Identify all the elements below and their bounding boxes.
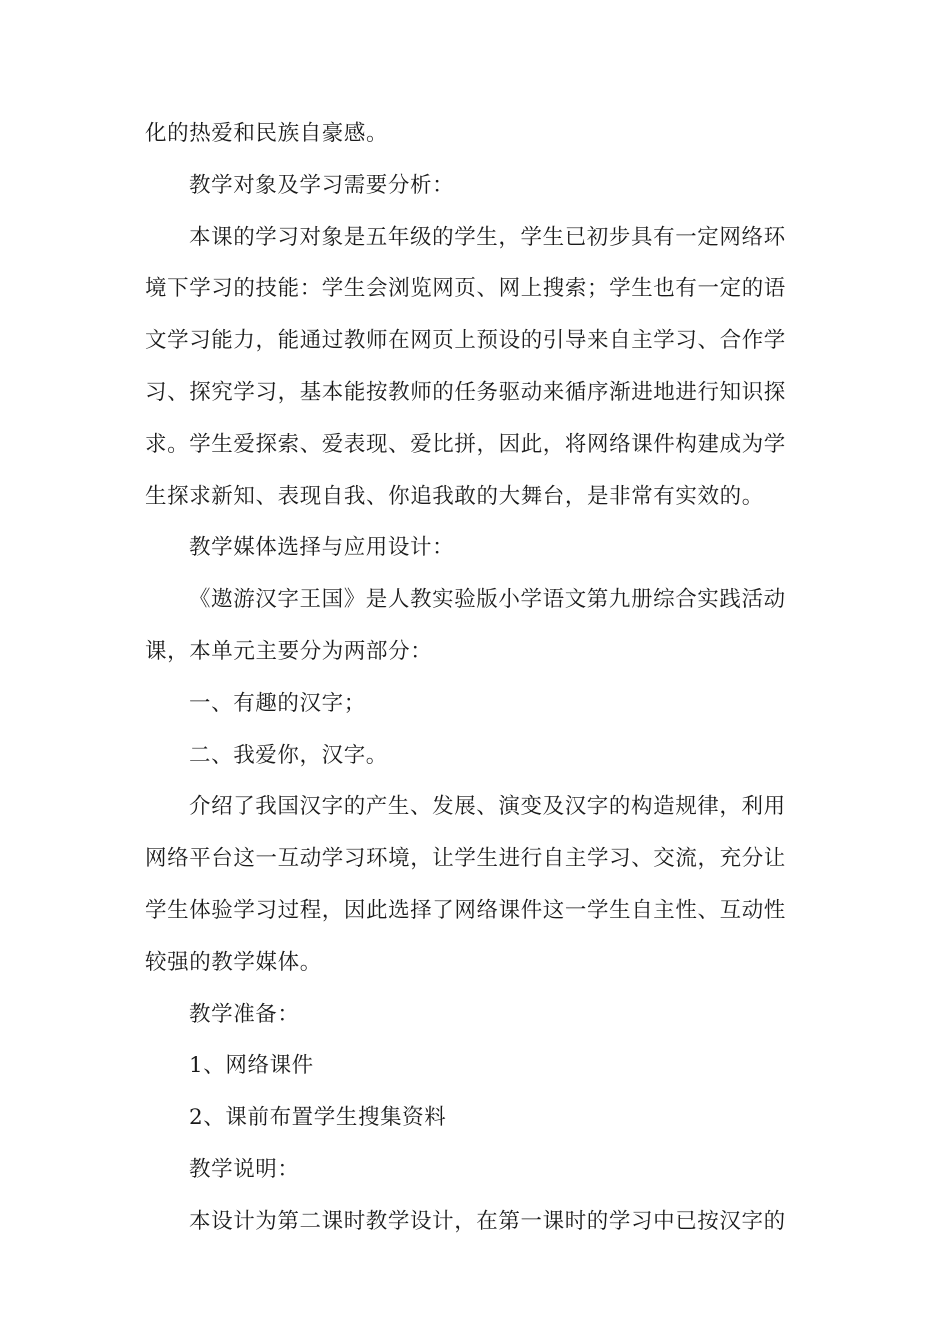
text-line: 学生体验学习过程，因此选择了网络课件这一学生自主性、互动性 xyxy=(145,897,786,923)
text-line: 网络平台这一互动学习环境，让学生进行自主学习、交流，充分让 xyxy=(145,846,786,872)
list-item: 一、有趣的汉字； xyxy=(189,690,366,716)
text-line: 求。学生爱探索、爱表现、爱比拼，因此，将网络课件构建成为学 xyxy=(145,431,786,457)
document-body xyxy=(145,108,810,1248)
text-line: 文学习能力，能通过教师在网页上预设的引导来自主学习、合作学 xyxy=(145,328,786,354)
section-heading: 教学媒体选择与应用设计： xyxy=(189,535,455,561)
section-heading: 教学对象及学习需要分析： xyxy=(189,172,455,198)
section-heading: 教学准备： xyxy=(189,1001,300,1027)
text-line: 较强的教学媒体。 xyxy=(145,949,322,975)
text-line: 本设计为第二课时教学设计，在第一课时的学习中已按汉字的 xyxy=(189,1208,786,1234)
section-heading: 教学说明： xyxy=(189,1156,300,1182)
text-line: 课，本单元主要分为两部分： xyxy=(145,638,433,664)
text-line: 习、探究学习，基本能按教师的任务驱动来循序渐进地进行知识探 xyxy=(145,379,786,405)
list-item: 2、课前布置学生搜集资料 xyxy=(189,1105,447,1131)
text-line: 境下学习的技能：学生会浏览网页、网上搜索；学生也有一定的语 xyxy=(145,276,786,302)
text-line: 化的热爱和民族自豪感。 xyxy=(145,121,389,146)
text-line: 生探求新知、表现自我、你追我敢的大舞台，是非常有实效的。 xyxy=(145,483,764,509)
text-line: 《遨游汉字王国》是人教实验版小学语文第九册综合实践活动 xyxy=(189,587,786,613)
text-line: 介绍了我国汉字的产生、发展、演变及汉字的构造规律，利用 xyxy=(189,794,786,820)
text-line: 本课的学习对象是五年级的学生，学生已初步具有一定网络环 xyxy=(189,224,786,250)
list-item: 1、网络课件 xyxy=(189,1053,314,1079)
list-item: 二、我爱你，汉字。 xyxy=(189,742,388,768)
